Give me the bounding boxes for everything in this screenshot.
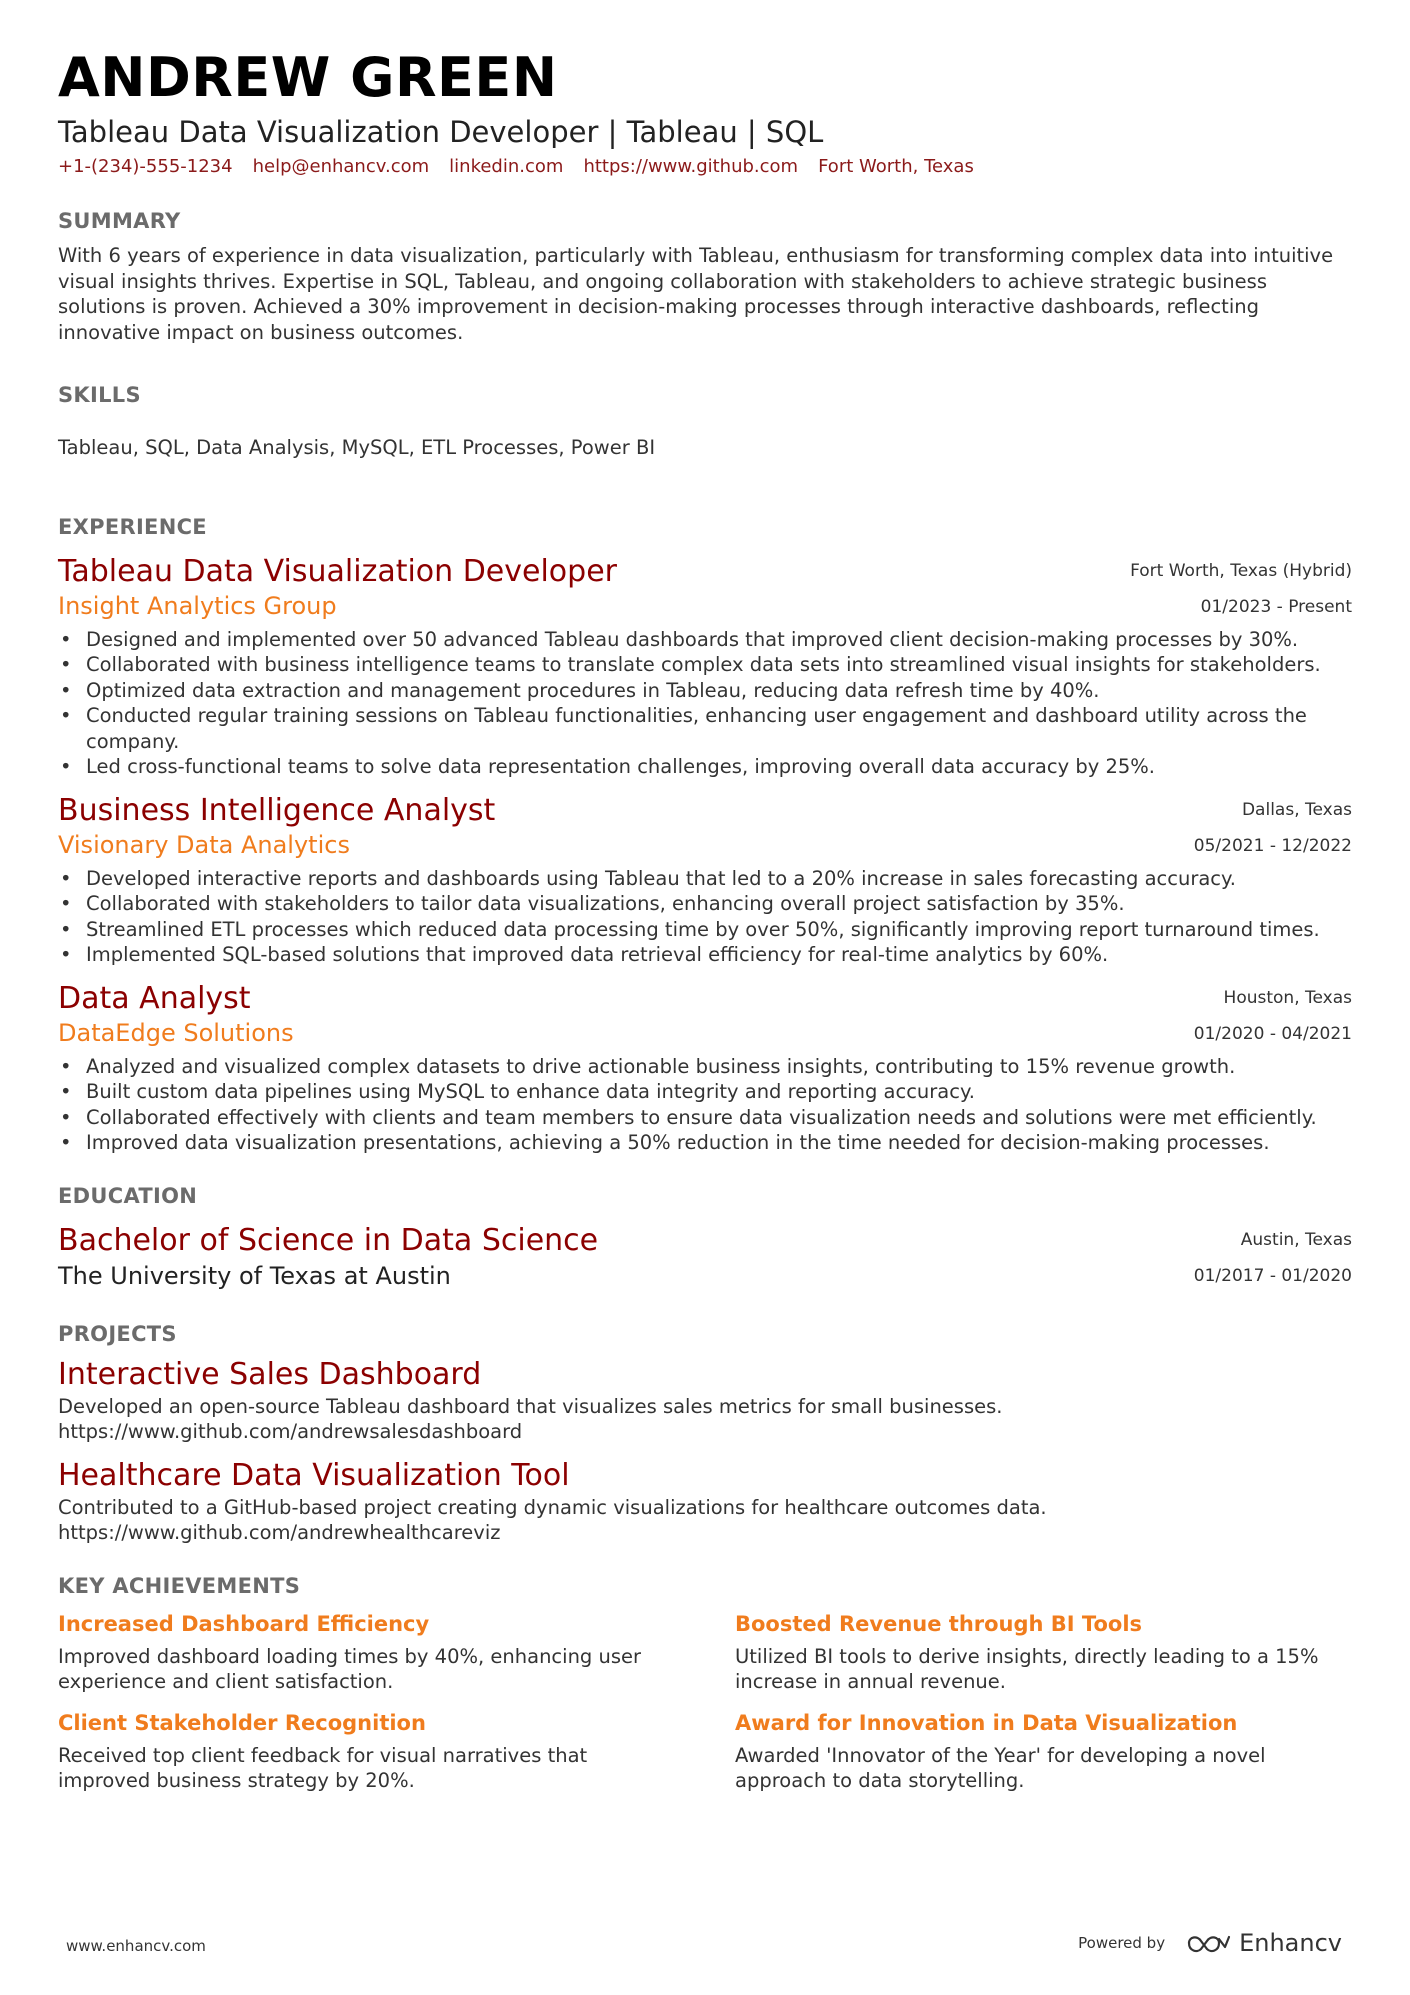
project-description: Developed an open-source Tableau dashboard that visualizes sales metrics for small businesses. (58, 1394, 1003, 1418)
resume-header (58, 46, 1352, 177)
education-entry (58, 1222, 1352, 1292)
project-url[interactable]: https://www.github.com/andrewhealthcareviz (58, 1521, 501, 1544)
job-bullet: • Streamlined ETL processes which reduced data processing time by over 50%, significantly improving report turnaround times. (58, 917, 1352, 943)
job-bullet: • Analyzed and visualized complex datasets to drive actionable business insights, contributing to 15% revenue growth. (58, 1054, 1352, 1080)
candidate-name: ANDREW GREEN (58, 46, 558, 109)
achievement-item (735, 1709, 1352, 1794)
achievement-title: Boosted Revenue through BI Tools (735, 1611, 1143, 1636)
achievements-section (58, 1574, 1352, 1794)
summary-title: SUMMARY (58, 209, 181, 233)
achievement-title: Award for Innovation in Data Visualization (735, 1710, 1238, 1735)
job-company: DataEdge Solutions (58, 1018, 294, 1047)
project-description: Contributed to a GitHub-based project creating dynamic visualizations for healthcare outcomes data. (58, 1495, 1047, 1519)
job-bullet: • Improved data visualization presentations, achieving a 50% reduction in the time needed for decision-making processes. (58, 1130, 1352, 1156)
experience-entry (58, 792, 1352, 968)
achievement-description: Awarded 'Innovator of the Year' for developing a novel approach to data storytelling. (735, 1743, 1266, 1792)
job-meta (1194, 980, 1352, 1052)
achievements-title: KEY ACHIEVEMENTS (58, 1573, 301, 1598)
contact-github[interactable]: https://www.github.com (583, 156, 799, 177)
education-degree: Bachelor of Science in Data Science (58, 1222, 599, 1258)
contact-linkedin[interactable]: linkedin.com (449, 156, 564, 177)
job-company: Insight Analytics Group (58, 591, 337, 620)
page-footer (0, 1925, 1410, 1965)
summary-text: With 6 years of experience in data visualization, particularly with Tableau, enthusiasm for transforming complex data into intuitive visual insights thrives. Expertise in SQL, Tableau, and ongoing collaboration with stakeholders to achieve strategic business solutions is proven. Achieved a 30% improvement in decision-making processes through interactive dashboards, reflecting innovative impact on business outcomes. (58, 244, 1334, 344)
job-bullet: • Led cross-functional teams to solve data representation challenges, improving overall data accuracy by 25%. (58, 754, 1352, 780)
education-meta (1194, 1222, 1352, 1294)
project-entry (58, 1457, 1352, 1546)
skills-text: Tableau, SQL, Data Analysis, MySQL, ETL Processes, Power BI (58, 436, 656, 459)
job-dates: 01/2020 - 04/2021 (1193, 1023, 1352, 1044)
contact-location: Fort Worth, Texas (818, 156, 974, 177)
achievement-description: Utilized BI tools to derive insights, directly leading to a 15% increase in annual revenue. (735, 1644, 1319, 1693)
education-dates: 01/2017 - 01/2020 (1193, 1265, 1352, 1286)
job-dates: 05/2021 - 12/2022 (1193, 835, 1352, 856)
contact-phone[interactable]: +1-(234)-555-1234 (58, 156, 233, 177)
footer-url[interactable]: www.enhancv.com (66, 1937, 206, 1955)
job-bullets (58, 866, 1352, 968)
job-role: Data Analyst (58, 980, 251, 1016)
enhancv-logo-icon (1185, 1931, 1231, 1955)
powered-by (1078, 1929, 1342, 1957)
achievement-title: Client Stakeholder Recognition (58, 1710, 426, 1735)
achievement-item (58, 1610, 675, 1695)
job-meta (1130, 553, 1352, 625)
skills-title: SKILLS (58, 383, 141, 407)
job-meta (1194, 792, 1352, 864)
education-school: The University of Texas at Austin (58, 1261, 451, 1290)
summary-section (58, 209, 1352, 345)
project-title: Interactive Sales Dashboard (58, 1356, 482, 1392)
achievement-description: Improved dashboard loading times by 40%, enhancing user experience and client satisfaction. (58, 1644, 642, 1693)
job-bullet: • Conducted regular training sessions on Tableau functionalities, enhancing user engagement and dashboard utility across the company. (58, 703, 1352, 754)
experience-title: EXPERIENCE (58, 514, 207, 539)
achievement-title: Increased Dashboard Efficiency (58, 1611, 430, 1636)
experience-entry (58, 980, 1352, 1156)
contact-email[interactable]: help@enhancv.com (252, 156, 430, 177)
job-bullets (58, 627, 1352, 780)
achievements-grid (58, 1610, 1352, 1794)
job-bullets (58, 1054, 1352, 1156)
job-location: Fort Worth, Texas (Hybrid) (1130, 560, 1352, 581)
job-location: Dallas, Texas (1241, 799, 1352, 820)
brand-name: Enhancv (1239, 1929, 1342, 1957)
achievement-item (58, 1709, 675, 1794)
project-entry (58, 1356, 1352, 1445)
projects-section (58, 1322, 1352, 1546)
education-location: Austin, Texas (1240, 1229, 1352, 1250)
job-bullet: • Optimized data extraction and management procedures in Tableau, reducing data refresh time by 40%. (58, 678, 1352, 704)
job-role: Tableau Data Visualization Developer (58, 553, 617, 589)
job-bullet: • Developed interactive reports and dashboards using Tableau that led to a 20% increase in sales forecasting accuracy. (58, 866, 1352, 892)
job-bullet: • Collaborated with business intelligence teams to translate complex data sets into streamlined visual insights for stakeholders. (58, 652, 1352, 678)
project-url[interactable]: https://www.github.com/andrewsalesdashboard (58, 1420, 523, 1443)
projects-title: PROJECTS (58, 1321, 177, 1346)
experience-entry (58, 553, 1352, 780)
job-bullet: • Collaborated with stakeholders to tailor data visualizations, enhancing overall project satisfaction by 35%. (58, 891, 1352, 917)
project-title: Healthcare Data Visualization Tool (58, 1457, 570, 1493)
job-bullet: • Built custom data pipelines using MySQL to enhance data integrity and reporting accuracy. (58, 1079, 1352, 1105)
powered-by-label: Powered by (1078, 1934, 1166, 1952)
skills-section (58, 383, 1352, 461)
job-dates: 01/2023 - Present (1200, 596, 1352, 617)
job-role: Business Intelligence Analyst (58, 792, 496, 828)
job-bullet: • Collaborated effectively with clients and team members to ensure data visualization needs and solutions were met efficiently. (58, 1105, 1352, 1131)
achievement-description: Received top client feedback for visual narratives that improved business strategy by 20%. (58, 1743, 588, 1792)
job-bullet: • Designed and implemented over 50 advanced Tableau dashboards that improved client decision-making processes by 30%. (58, 627, 1352, 653)
candidate-headline: Tableau Data Visualization Developer | Tableau | SQL (58, 115, 824, 149)
job-company: Visionary Data Analytics (58, 830, 350, 859)
contact-row (58, 156, 1352, 177)
brand-logo[interactable] (1185, 1929, 1342, 1957)
job-bullet: • Implemented SQL-based solutions that improved data retrieval efficiency for real-time analytics by 60%. (58, 942, 1352, 968)
education-title: EDUCATION (58, 1183, 198, 1208)
education-section (58, 1184, 1352, 1292)
achievement-item (735, 1610, 1352, 1695)
job-location: Houston, Texas (1223, 987, 1352, 1008)
experience-section (58, 515, 1352, 1156)
